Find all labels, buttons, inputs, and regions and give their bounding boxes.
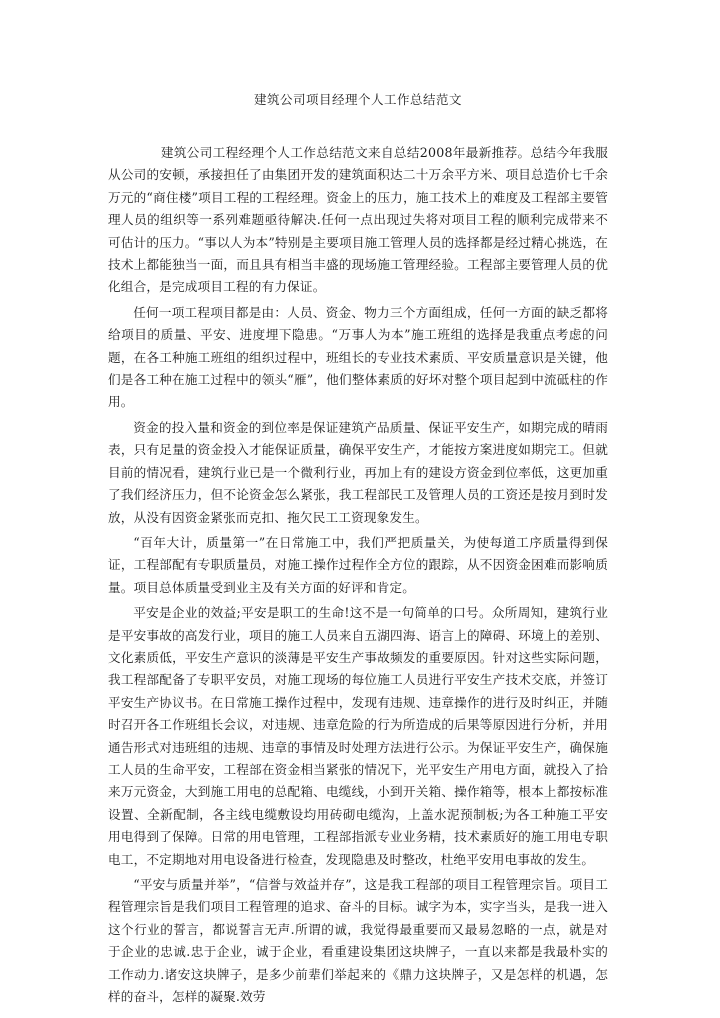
paragraph-4: “百年大计，质量第一”在日常施工中，我们严把质量关，为使每道工序质量得到保证，工程部配有专职质量员，对施工操作过程作全方位的跟踪，从不因资金困难而影响质量。项目总体质量受到业主及有关方面的好评和肯定。 (108, 534, 608, 595)
paragraph-2: 任何一项工程项目都是由：人员、资金、物力三个方面组成，任何一方面的缺乏都将给项目的质量、平安、进度埋下隐患。“万事人为本”施工班组的选择是我重点考虑的问题，在各工种施工班组的组织过程中，班组长的专业技术素质、平安质量意识是关键，他们是各工种在施工过程中的领头“雁”，他们整体素质的好坏对整个项目起到中流砥柱的作用。 (108, 304, 608, 410)
document-title: 建筑公司项目经理个人工作总结范文 (253, 92, 462, 107)
paragraph-3: 资金的投入量和资金的到位率是保证建筑产品质量、保证平安生产，如期完成的晴雨表，只有足量的资金投入才能保证质量，确保平安生产，才能按方案进度如期完工。但就目前的情况看，建筑行业已是一个微利行业，再加上有的建设方资金到位率低，这更加重了我们经济压力，但不论资金怎么紧张，我工程部民工及管理人员的工资还是按月到时发放，从没有因资金紧张而克扣、拖欠民工工资现象发生。 (108, 419, 608, 525)
paragraph-5: 平安是企业的效益;平安是职工的生命!这不是一句简单的口号。众所周知，建筑行业是平安事故的高发行业，项目的施工人员来自五湖四海、语言上的障碍、环境上的差别、文化素质低，平安生产意识的淡薄是平安生产事故频发的重要原因。针对这些实际问题，我工程部配备了专职平安员，对施工现场的每位施工人员进行平安生产技术交底，并签订平安生产协议书。在日常施工操作过程中，发现有违规、违章操作的进行及时纠正，并随时召开各工作班组长会议，对违规、违章危险的行为所造成的后果等原因进行分析，并用通告形式对违班组的违规、违章的事情及时处理方法进行公示。为保证平安生产，确保施工人员的生命平安，工程部在资金相当紧张的情况下，光平安生产用电方面，就投入了拾来万元资金，大到施工用电的总配箱、电缆线，小到开关箱、操作箱等，根本上都按标准设置、全新配制，各主线电缆敷设均用砖砌电缆沟，上盖水泥预制板;为各工种施工平安用电得到了保障。日常的用电管理，工程部指派专业业务精，技术素质好的施工用电专职电工，不定期地对用电设备进行检查，发现隐患及时整改，杜绝平安用电事故的发生。 (108, 605, 608, 867)
paragraph-6: “平安与质量并举”，“信誉与效益并存”，这是我工程部的项目工程管理宗旨。项目工程管理宗旨是我们项目工程管理的追求、奋斗的目标。诚字为本，实字当头，是我一进入这个行业的誓言，都说誓言无声.所谓的诚，我觉得最重要而又最易忽略的一点，就是对于企业的忠诚.忠于企业，诚于企业，看重建设集团这块牌子，一直以来都是我最朴实的工作动力.诸安这块牌子，是多少前辈们举起来的《鼎力这块牌子，又是怎样的机遇，怎样的奋斗，怎样的凝聚.效劳 (108, 877, 608, 1005)
paragraph-1: 建筑公司工程经理个人工作总结范文来自总结2008年最新推荐。总结今年我服从公司的安顿，承接担任了由集团开发的建筑面积达二十万余平方米、项目总造价七千余万元的“商住楼”项目工程的工程经理。资金上的压力，施工技术上的难度及工程部主要管理人员的组织等一系列难题亟待解决.任何一点出现过失将对项目工程的顺利完成带来不可估计的压力。“事以人为本”特别是主要项目施工管理人员的选择都是经过精心挑选，在技术上都能独当一面，而且具有相当丰盛的现场施工管理经验。工程部主要管理人员的优化组合，是完成项目工程的有力保证。 (108, 145, 608, 295)
